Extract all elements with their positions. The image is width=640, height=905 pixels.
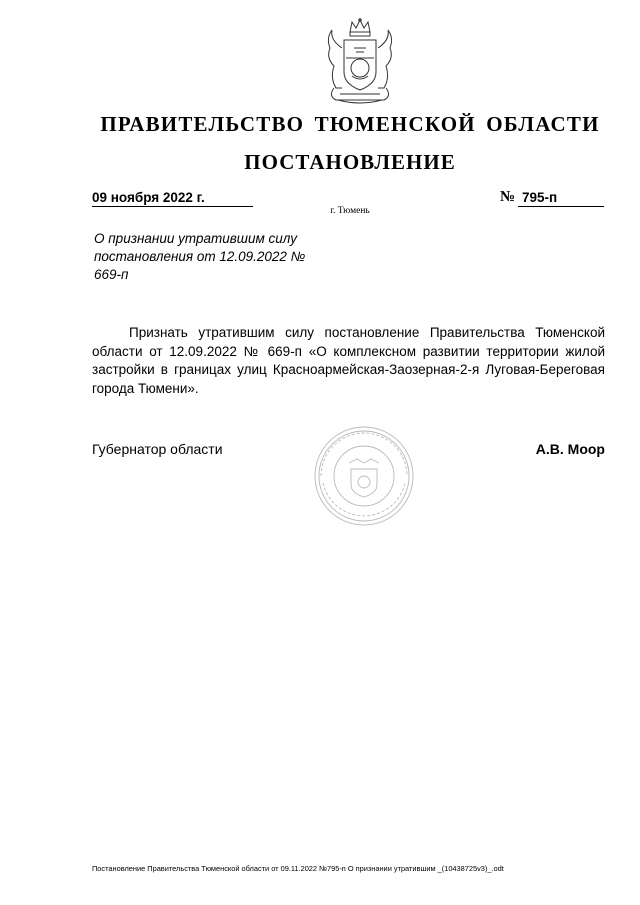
official-seal-icon: [313, 425, 415, 527]
number-sign: №: [500, 189, 516, 205]
document-number: 795-п: [518, 190, 604, 207]
document-date: 09 ноября 2022 г.: [92, 190, 253, 207]
city-label: г. Тюмень: [330, 206, 370, 216]
government-title: ПРАВИТЕЛЬСТВО ТЮМЕНСКОЙ ОБЛАСТИ: [100, 112, 600, 136]
body-paragraph: Признать утратившим силу постановление Правительства Тюменской области от 12.09.2022 № 669-п «О комплексном развитии территории жилой застройки в границах улиц Красноармейская-Заозерная-2-я Луговая-Береговая города Тюмени».: [92, 325, 605, 396]
document-subject: О признании утратившим силу постановления от 12.09.2022 № 669-п: [94, 231, 306, 282]
signer-title: Губернатор области: [92, 441, 223, 457]
document-type: ПОСТАНОВЛЕНИЕ: [244, 150, 456, 174]
coat-of-arms-icon: [312, 18, 408, 104]
signer-name: А.В. Моор: [535, 441, 605, 457]
footer-filename: Постановление Правительства Тюменской области от 09.11.2022 №795-п О признании утратившим _(10438725v3)_.odt: [92, 864, 504, 873]
